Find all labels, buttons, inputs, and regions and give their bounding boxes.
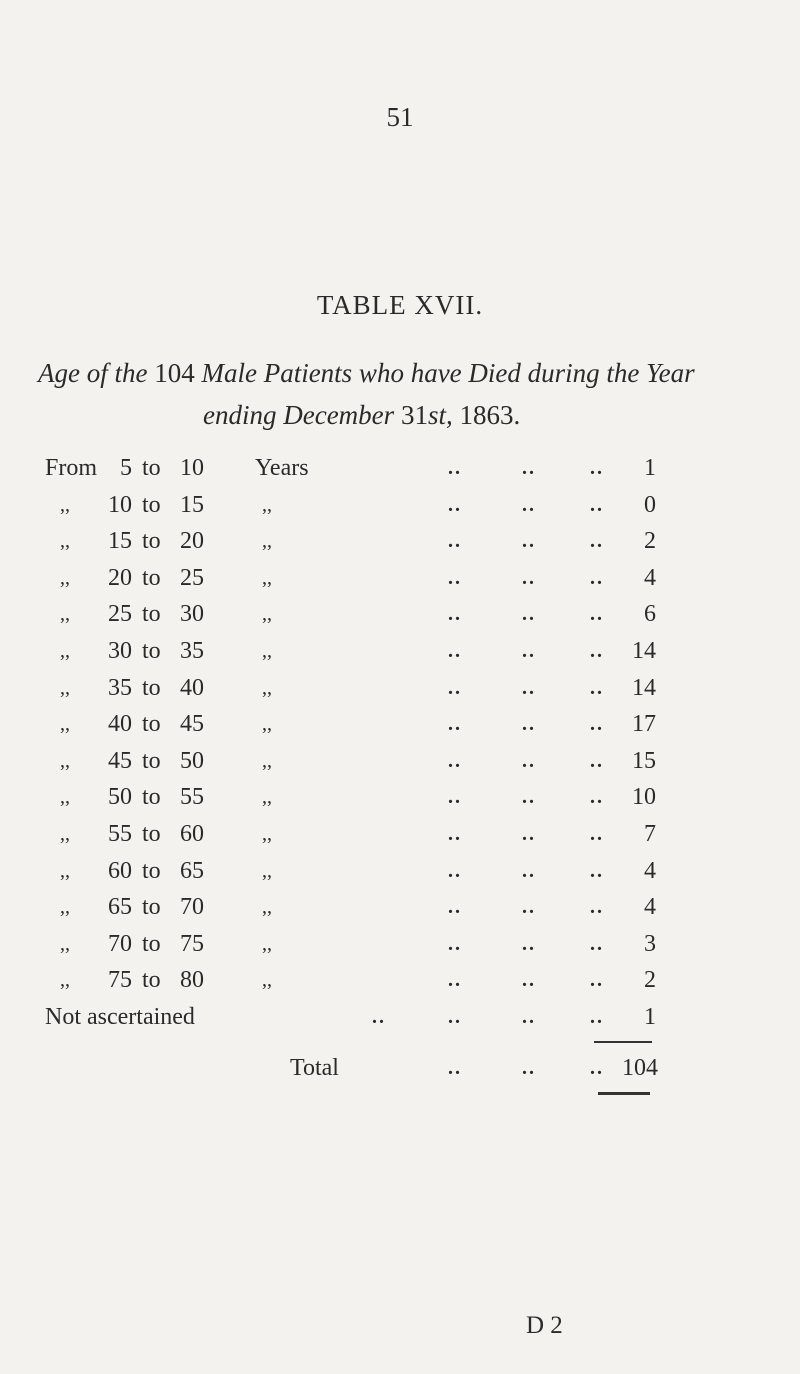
row-unit: ,, <box>262 786 272 809</box>
age-row <box>0 926 800 963</box>
dot-leader: .. <box>522 493 536 516</box>
dot-leader: .. <box>522 639 536 662</box>
age-row <box>0 596 800 633</box>
age-row <box>0 450 800 487</box>
dot-leader: .. <box>522 786 536 809</box>
range-to: to <box>142 564 161 591</box>
age-to: 65 <box>180 857 204 884</box>
dot-leader: .. <box>590 786 604 809</box>
dot-leader: .. <box>522 676 536 699</box>
death-count: 4 <box>644 564 656 591</box>
death-count: 2 <box>644 967 656 994</box>
row-prefix: ,, <box>60 786 70 809</box>
dot-leader: .. <box>448 603 462 626</box>
dot-leader: .. <box>522 1005 536 1028</box>
age-from: 5 <box>120 455 132 481</box>
age-from: 15 <box>108 528 132 555</box>
row-unit: ,, <box>262 493 272 516</box>
dot-leader: .. <box>448 493 462 516</box>
age-row <box>0 962 800 999</box>
not-ascertained-label: Not ascertained <box>45 1003 195 1030</box>
total-count: 104 <box>622 1055 658 1081</box>
not-ascertained-count: 1 <box>644 1003 656 1030</box>
dot-leader: .. <box>448 932 462 955</box>
death-count: 1 <box>644 455 656 481</box>
caption-day-suffix: st, <box>427 400 453 430</box>
dot-leader: .. <box>590 713 604 736</box>
age-from: 40 <box>108 711 132 738</box>
row-unit: ,, <box>262 932 272 955</box>
dot-leader: .. <box>590 603 604 626</box>
death-count: 14 <box>632 637 656 664</box>
dot-leader: .. <box>522 932 536 955</box>
dot-leader: .. <box>522 457 536 479</box>
dot-leader: .. <box>522 749 536 772</box>
dot-leader: .. <box>448 786 462 809</box>
age-row <box>0 706 800 743</box>
dot-leader: .. <box>522 713 536 736</box>
dot-leader: .. <box>448 713 462 736</box>
death-count: 6 <box>644 601 656 628</box>
age-row <box>0 670 800 707</box>
death-count: 3 <box>644 930 656 957</box>
dot-leader: .. <box>590 859 604 882</box>
row-prefix: ,, <box>60 969 70 992</box>
caption-text: Age of the <box>38 358 155 388</box>
dot-leader: .. <box>590 493 604 516</box>
caption-line-2 <box>38 394 778 436</box>
total-label: Total <box>290 1055 339 1081</box>
dot-leader: .. <box>590 676 604 699</box>
death-count: 10 <box>632 784 656 811</box>
age-from: 75 <box>108 967 132 994</box>
row-prefix: ,, <box>60 603 70 626</box>
age-from: 45 <box>108 747 132 774</box>
age-to: 50 <box>180 747 204 774</box>
dot-leader: .. <box>372 1005 386 1028</box>
age-to: 70 <box>180 894 204 921</box>
age-to: 40 <box>180 674 204 701</box>
not-ascertained-row <box>0 999 800 1036</box>
range-to: to <box>142 967 161 994</box>
caption-patient-count: 104 <box>154 358 195 388</box>
dot-leader: .. <box>448 530 462 553</box>
age-from: 60 <box>108 857 132 884</box>
row-prefix: ,, <box>60 493 70 516</box>
range-to: to <box>142 930 161 957</box>
range-to: to <box>142 455 161 481</box>
age-to: 20 <box>180 528 204 555</box>
row-unit: ,, <box>262 859 272 882</box>
row-unit: ,, <box>262 969 272 992</box>
dot-leader: .. <box>448 1057 462 1079</box>
age-row <box>0 779 800 816</box>
dot-leader: .. <box>522 896 536 919</box>
dot-leader: .. <box>448 749 462 772</box>
table-caption <box>38 352 778 436</box>
row-unit: ,, <box>262 822 272 845</box>
caption-year: 1863. <box>452 400 521 430</box>
range-to: to <box>142 784 161 811</box>
dot-leader: .. <box>448 1005 462 1028</box>
age-from: 55 <box>108 820 132 847</box>
range-to: to <box>142 637 161 664</box>
range-to: to <box>142 857 161 884</box>
dot-leader: .. <box>522 969 536 992</box>
row-prefix: ,, <box>60 749 70 772</box>
range-to: to <box>142 491 161 518</box>
death-count: 17 <box>632 711 656 738</box>
dot-leader: .. <box>522 566 536 589</box>
table-title: TABLE XVII. <box>316 290 484 320</box>
age-row <box>0 816 800 853</box>
row-unit: ,, <box>262 676 272 699</box>
row-prefix: ,, <box>60 566 70 589</box>
age-from: 10 <box>108 491 132 518</box>
age-to: 35 <box>180 637 204 664</box>
dot-leader: .. <box>448 457 462 479</box>
range-to: to <box>142 601 161 628</box>
range-to: to <box>142 820 161 847</box>
age-from: 30 <box>108 637 132 664</box>
dot-leader: .. <box>590 822 604 845</box>
death-count: 14 <box>632 674 656 701</box>
death-count: 4 <box>644 857 656 884</box>
age-to: 10 <box>180 455 204 481</box>
age-row <box>0 743 800 780</box>
dot-leader: .. <box>590 896 604 919</box>
death-count: 0 <box>644 491 656 518</box>
death-count: 7 <box>644 820 656 847</box>
age-from: 65 <box>108 894 132 921</box>
dot-leader: .. <box>448 676 462 699</box>
row-unit: ,, <box>262 603 272 626</box>
dot-leader: .. <box>590 1057 604 1079</box>
range-to: to <box>142 747 161 774</box>
caption-day: 31 <box>400 400 428 430</box>
dot-leader: .. <box>522 822 536 845</box>
age-row <box>0 560 800 597</box>
death-count: 2 <box>644 528 656 555</box>
double-rule <box>598 1092 650 1095</box>
age-to: 45 <box>180 711 204 738</box>
page-number: 51 <box>386 102 414 132</box>
range-to: to <box>142 894 161 921</box>
age-to: 55 <box>180 784 204 811</box>
age-from: 20 <box>108 564 132 591</box>
dot-leader: .. <box>590 749 604 772</box>
row-unit: ,, <box>262 896 272 919</box>
sum-rule <box>594 1041 652 1043</box>
death-count: 4 <box>644 894 656 921</box>
age-from: 70 <box>108 930 132 957</box>
age-to: 30 <box>180 601 204 628</box>
row-unit: ,, <box>262 749 272 772</box>
caption-line-1 <box>38 352 778 394</box>
dot-leader: .. <box>590 639 604 662</box>
row-prefix: ,, <box>60 530 70 553</box>
dot-leader: .. <box>448 639 462 662</box>
dot-leader: .. <box>448 859 462 882</box>
row-unit: ,, <box>262 566 272 589</box>
age-table <box>0 450 800 1036</box>
row-prefix: ,, <box>60 713 70 736</box>
caption-text: ending December <box>203 400 401 430</box>
total-row <box>0 1048 800 1088</box>
dot-leader: .. <box>448 969 462 992</box>
caption-text: Male Patients who have Died during the Year <box>194 358 695 388</box>
age-row <box>0 487 800 524</box>
dot-leader: .. <box>590 566 604 589</box>
age-row <box>0 633 800 670</box>
dot-leader: .. <box>590 969 604 992</box>
range-to: to <box>142 528 161 555</box>
row-prefix: ,, <box>60 896 70 919</box>
dot-leader: .. <box>522 859 536 882</box>
dot-leader: .. <box>590 530 604 553</box>
row-unit: ,, <box>262 530 272 553</box>
age-from: 50 <box>108 784 132 811</box>
row-prefix: From <box>45 455 98 481</box>
age-from: 35 <box>108 674 132 701</box>
age-to: 25 <box>180 564 204 591</box>
age-to: 15 <box>180 491 204 518</box>
range-to: to <box>142 711 161 738</box>
age-row <box>0 523 800 560</box>
dot-leader: .. <box>590 1005 604 1028</box>
dot-leader: .. <box>522 1057 536 1079</box>
row-unit: ,, <box>262 713 272 736</box>
dot-leader: .. <box>590 457 604 479</box>
age-row <box>0 889 800 926</box>
row-prefix: ,, <box>60 676 70 699</box>
row-prefix: ,, <box>60 822 70 845</box>
range-to: to <box>142 674 161 701</box>
dot-leader: .. <box>590 932 604 955</box>
row-prefix: ,, <box>60 932 70 955</box>
dot-leader: .. <box>448 566 462 589</box>
dot-leader: .. <box>522 603 536 626</box>
row-unit: ,, <box>262 639 272 662</box>
dot-leader: .. <box>522 530 536 553</box>
age-to: 60 <box>180 820 204 847</box>
signature-mark: D 2 <box>526 1312 563 1339</box>
dot-leader: .. <box>448 896 462 919</box>
row-prefix: ,, <box>60 639 70 662</box>
row-unit: Years <box>255 455 309 481</box>
row-prefix: ,, <box>60 859 70 882</box>
age-row <box>0 853 800 890</box>
age-from: 25 <box>108 601 132 628</box>
age-to: 80 <box>180 967 204 994</box>
death-count: 15 <box>632 747 656 774</box>
age-to: 75 <box>180 930 204 957</box>
dot-leader: .. <box>448 822 462 845</box>
